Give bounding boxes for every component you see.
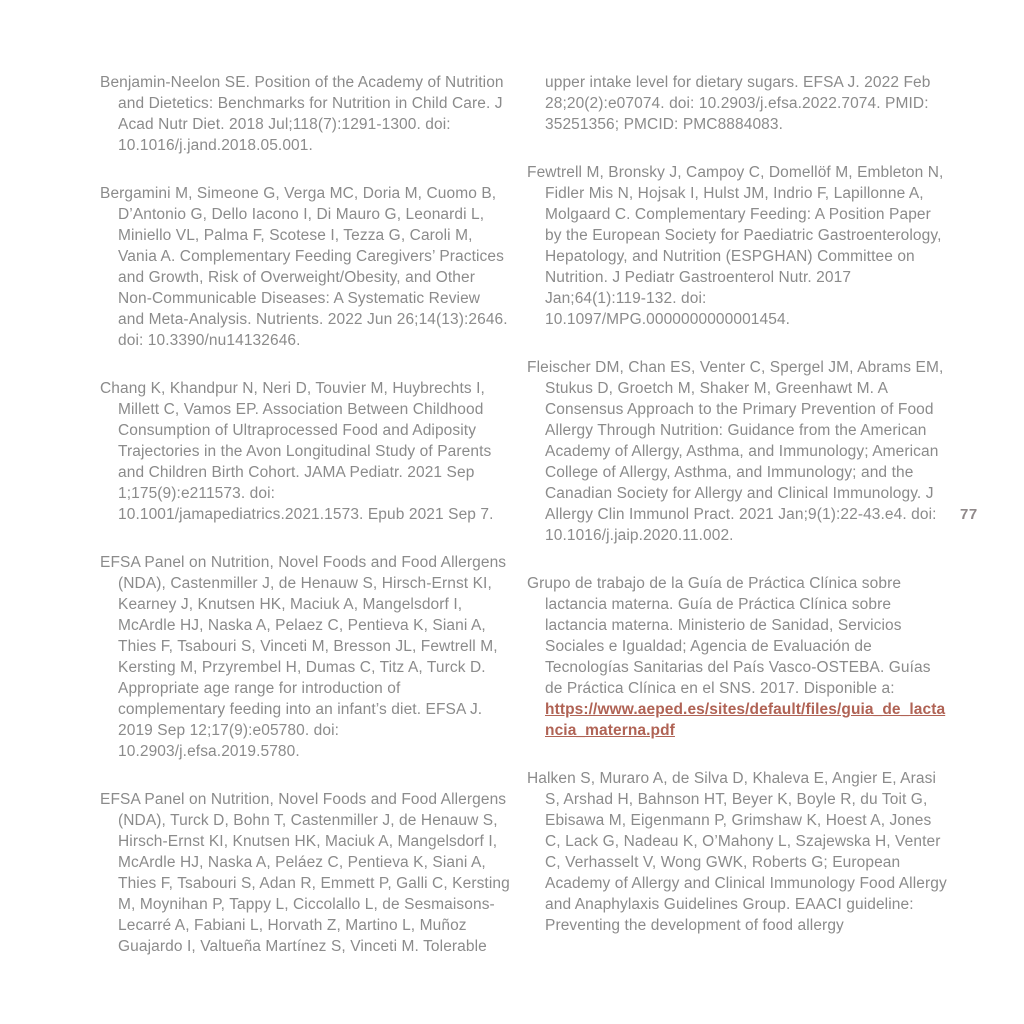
reference-link-aeped-guia-lactancia[interactable]: https://www.aeped.es/sites/default/files/guia_de_lactancia_materna.pdf	[545, 701, 946, 739]
reference-entry-fewtrell: Fewtrell M, Bronsky J, Campoy C, Domellöf M, Embleton N, Fidler Mis N, Hojsak I, Hulst JM, Indrio F, Lapillonne A, Molgaard C. Complementary Feeding: A Position Paper by the European Society for Paediatric Gastroenterology, Hepatology, and Nutrition (ESPGHAN) Committee on Nutrition. J Pediatr Gastroenterol Nutr. 2017 Jan;64(1):119-132. doi: 10.1097/MPG.0000000000001454.	[527, 164, 944, 328]
reference-entry-fleischer: Fleischer DM, Chan ES, Venter C, Spergel JM, Abrams EM, Stukus D, Groetch M, Shaker M, Greenhawt M. A Consensus Approach to the Primary Prevention of Food Allergy Through Nutrition: Guidance from the American Academy of Allergy, Asthma, and Immunology; American College of Allergy, Asthma, and Immunology; and the Canadian Society for Allergy and Clinical Immunology. J Allergy Clin Immunol Pract. 2021 Jan;9(1):22-43.e4. doi: 10.1016/j.jaip.2020.11.002.	[527, 359, 944, 544]
reference-entry-halken: Halken S, Muraro A, de Silva D, Khaleva E, Angier E, Arasi S, Arshad H, Bahnson HT, Beyer K, Boyle R, du Toit G, Ebisawa M, Eigenmann P, Grimshaw K, Hoest A, Jones C, Lack G, Nadeau K, O’Mahony L, Szajewska H, Venter C, Verhasselt V, Wong GWK, Roberts G; European Academy of Allergy and Clinical Immunology Food Allergy and Anaphylaxis Guidelines Group. EAACI guideline: Preventing the development of food allergy	[527, 770, 947, 934]
reference-entry-grupo-lactancia	[527, 573, 948, 741]
page-number: 77	[960, 506, 978, 523]
reference-entry-efsa-panel-2022-continuation: upper intake level for dietary sugars. EFSA J. 2022 Feb 28;20(2):e07074. doi: 10.2903/j.efsa.2022.7074. PMID: 35251356; PMCID: PMC8884083.	[545, 74, 931, 133]
references-column-right	[527, 72, 948, 984]
references-column-left	[100, 72, 510, 984]
reference-entry-chang: Chang K, Khandpur N, Neri D, Touvier M, Huybrechts I, Millett C, Vamos EP. Association Between Childhood Consumption of Ultraprocessed Food and Adiposity Trajectories in the Avon Longitudinal Study of Parents and Children Birth Cohort. JAMA Pediatr. 2021 Sep 1;175(9):e211573. doi: 10.1001/jamapediatrics.2021.1573. Epub 2021 Sep 7.	[100, 380, 494, 523]
reference-text: Grupo de trabajo de la Guía de Práctica Clínica sobre lactancia materna. Guía de Práctica Clínica sobre lactancia materna. Ministerio de Sanidad, Servicios Sociales e Igualdad; Agencia de Evaluación de Tecnologías Sanitarias del País Vasco-OSTEBA. Guías de Práctica Clínica en el SNS. 2017. Disponible a:	[527, 575, 931, 697]
references-columns	[100, 72, 948, 984]
reference-entry-bergamini: Bergamini M, Simeone G, Verga MC, Doria M, Cuomo B, D’Antonio G, Dello Iacono I, Di Mauro G, Leonardi L, Miniello VL, Palma F, Scotese I, Tezza G, Caroli M, Vania A. Complementary Feeding Caregivers’ Practices and Growth, Risk of Overweight/Obesity, and Other Non-Communicable Diseases: A Systematic Review and Meta-Analysis. Nutrients. 2022 Jun 26;14(13):2646. doi: 10.3390/nu14132646.	[100, 185, 508, 349]
reference-entry-efsa-panel-2022: EFSA Panel on Nutrition, Novel Foods and Food Allergens (NDA), Turck D, Bohn T, Castenmiller J, de Henauw S, Hirsch-Ernst KI, Knutsen HK, Maciuk A, Mangelsdorf I, McArdle HJ, Naska A, Peláez C, Pentieva K, Siani A, Thies F, Tsabouri S, Adan R, Emmett P, Galli C, Kersting M, Moynihan P, Tappy L, Ciccolallo L, de Sesmaisons-Lecarré A, Fabiani L, Horvath Z, Martino L, Muñoz Guajardo I, Valtueña Martínez S, Vinceti M. Tolerable	[100, 791, 510, 955]
reference-entry-efsa-panel-2019: EFSA Panel on Nutrition, Novel Foods and Food Allergens (NDA), Castenmiller J, de Henauw S, Hirsch-Ernst KI, Kearney J, Knutsen HK, Maciuk A, Mangelsdorf I, McArdle HJ, Naska A, Pelaez C, Pentieva K, Siani A, Thies F, Tsabouri S, Vinceti M, Bresson JL, Fewtrell M, Kersting M, Przyrembel H, Dumas C, Titz A, Turck D. Appropriate age range for introduction of complementary feeding into an infant’s diet. EFSA J. 2019 Sep 12;17(9):e05780. doi: 10.2903/j.efsa.2019.5780.	[100, 554, 507, 760]
reference-entry-benjamin-neelon: Benjamin-Neelon SE. Position of the Academy of Nutrition and Dietetics: Benchmarks for Nutrition in Child Care. J Acad Nutr Diet. 2018 Jul;118(7):1291-1300. doi: 10.1016/j.jand.2018.05.001.	[100, 74, 504, 154]
